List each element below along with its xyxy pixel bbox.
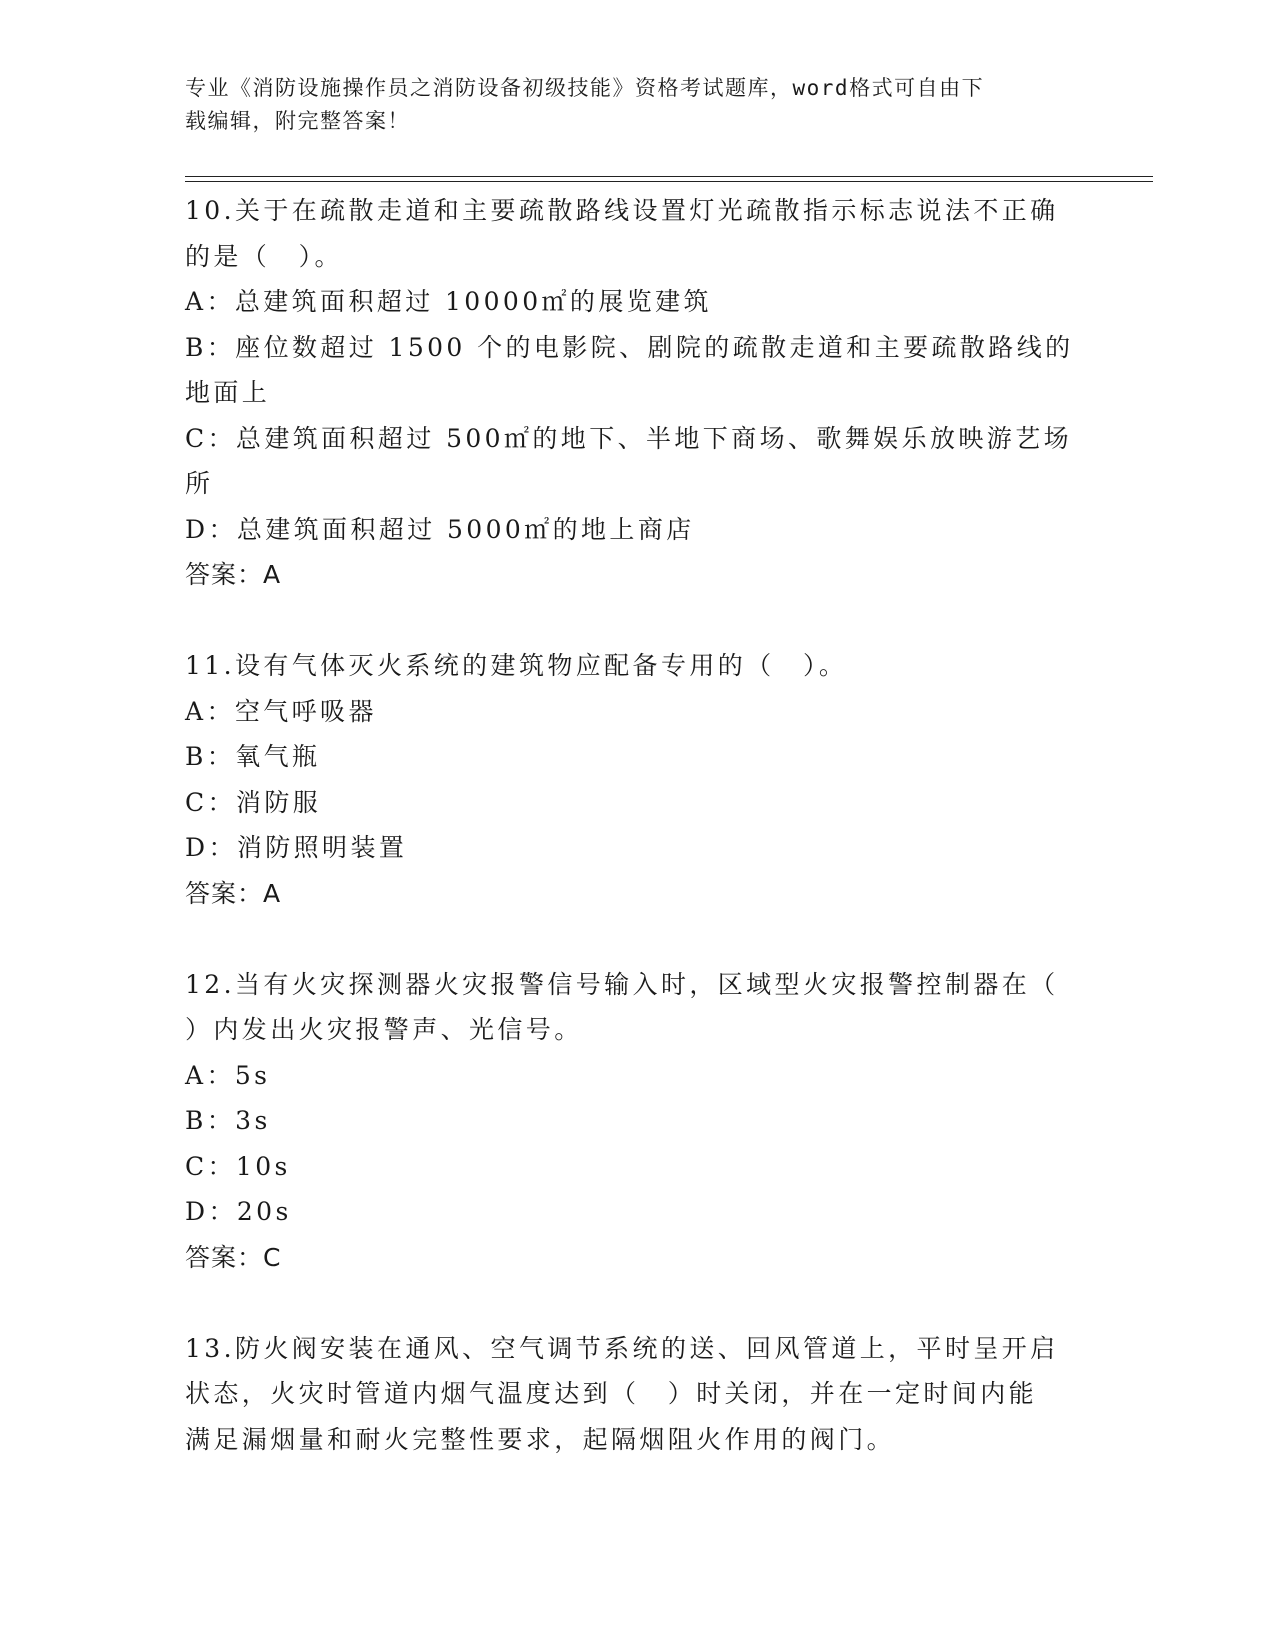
question-stem-line: 13.防火阀安装在通风、空气调节系统的送、回风管道上，平时呈开启 [185, 1333, 1059, 1363]
answer-line: 答案：C [185, 1242, 282, 1272]
question-spacer [185, 598, 1085, 644]
header-line-1: 专业《消防设施操作员之消防设备初级技能》资格考试题库，word格式可自由下 [185, 76, 985, 100]
question-13 [185, 1326, 1085, 1463]
header-line-2: 载编辑，附完整答案！ [185, 109, 410, 133]
option-c: C：消防服 [185, 787, 322, 817]
option-b: B：氧气瓶 [185, 742, 321, 771]
option-a: A：空气呼吸器 [185, 696, 377, 726]
answer-line: 答案：A [185, 878, 282, 908]
question-spacer [185, 1280, 1085, 1326]
option-a: A：5s [185, 1060, 271, 1090]
option-c: C：10s [185, 1151, 291, 1181]
option-a: A：总建筑面积超过 10000㎡的展览建筑 [185, 287, 712, 316]
question-12 [185, 962, 1085, 1281]
option-c: C：总建筑面积超过 500㎡的地下、半地下商场、歌舞娱乐放映游艺场 [185, 423, 1072, 453]
option-d: D：20s [185, 1197, 292, 1226]
question-stem-line: 状态，火灾时管道内烟气温度达到（ ）时关闭，并在一定时间内能 [185, 1379, 1038, 1408]
question-list [185, 188, 1085, 1462]
question-stem-line: 满足漏烟量和耐火完整性要求，起隔烟阻火作用的阀门。 [185, 1424, 896, 1454]
question-stem-line: 10.关于在疏散走道和主要疏散路线设置灯光疏散指示标志说法不正确 [185, 196, 1059, 225]
document-header [185, 72, 1075, 138]
question-stem-line: 的是（ ）。 [185, 241, 343, 271]
header-divider-top [185, 176, 1153, 177]
header-divider-bottom [185, 181, 1153, 182]
option-c-continued: 所 [185, 469, 214, 498]
option-d: D：总建筑面积超过 5000㎡的地上商店 [185, 514, 695, 544]
option-b: B：3s [185, 1106, 271, 1135]
question-10 [185, 188, 1085, 598]
option-b: B：座位数超过 1500 个的电影院、剧院的疏散走道和主要疏散路线的 [185, 332, 1074, 362]
question-spacer [185, 916, 1085, 962]
question-stem-line: 11.设有气体灭火系统的建筑物应配备专用的（ ）。 [185, 651, 848, 680]
option-d: D：消防照明装置 [185, 833, 408, 862]
question-stem-line: ）内发出火灾报警声、光信号。 [185, 1015, 583, 1044]
answer-line: 答案：A [185, 560, 282, 589]
question-11 [185, 643, 1085, 916]
option-b-continued: 地面上 [185, 378, 271, 407]
question-stem-line: 12.当有火灾探测器火灾报警信号输入时，区域型火灾报警控制器在（ [185, 969, 1059, 999]
